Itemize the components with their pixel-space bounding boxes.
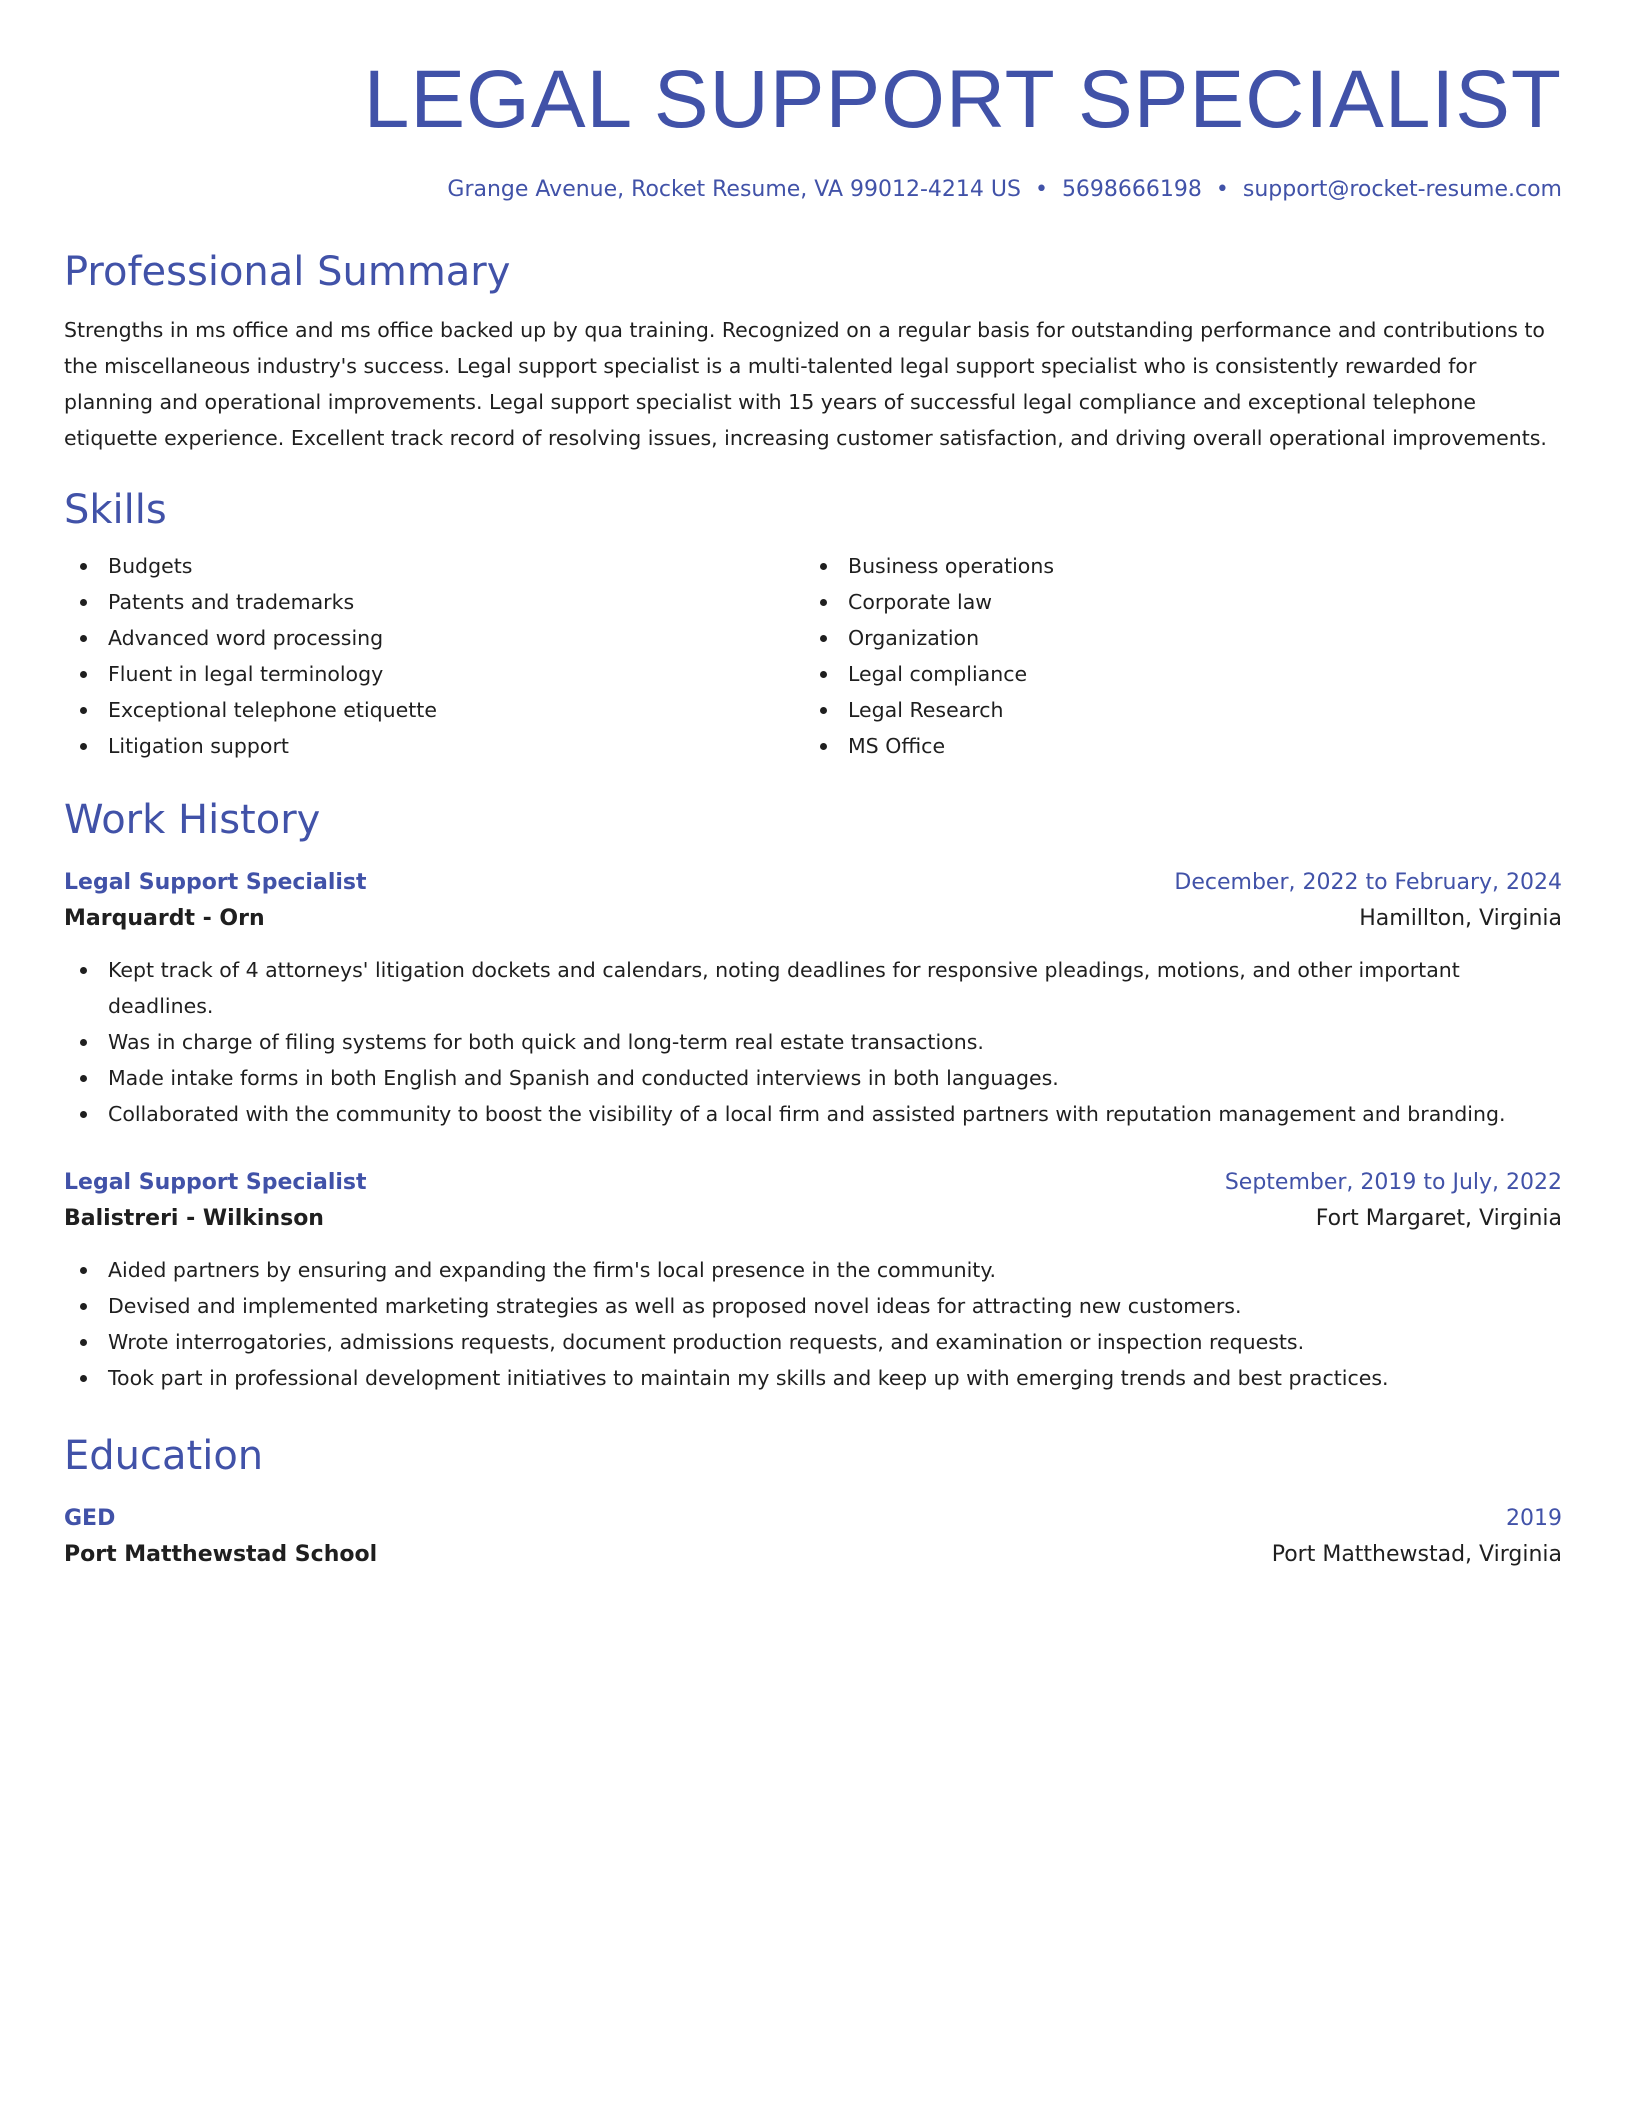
job-company-row <box>64 1200 1562 1238</box>
job-header-row <box>64 1166 1562 1200</box>
job-bullet: Wrote interrogatories, admissions requests, document production requests, and examination or inspection requests. <box>64 1324 1562 1360</box>
skills-list-left <box>64 548 804 764</box>
work-history-title: Work History <box>64 797 321 843</box>
job-dates: September, 2019 to July, 2022 <box>1224 1170 1562 1195</box>
contact-phone: 5698666198 <box>1061 177 1202 202</box>
education-year: 2019 <box>1506 1506 1562 1531</box>
education-location: Port Matthewstad, Virginia <box>1271 1542 1562 1567</box>
job-bullet: Devised and implemented marketing strategies as well as proposed novel ideas for attracting new customers. <box>64 1288 1562 1324</box>
job-company: Marquardt - Orn <box>64 906 265 931</box>
skill-item: Fluent in legal terminology <box>64 656 804 692</box>
skill-item: Legal compliance <box>804 656 1544 692</box>
education-section <box>64 1430 1562 1574</box>
resume-name: LEGAL SUPPORT SPECIALIST <box>363 54 1562 145</box>
skill-item: Litigation support <box>64 728 804 764</box>
education-title: Education <box>64 1433 264 1479</box>
job-location: Fort Margaret, Virginia <box>1315 1206 1562 1231</box>
job-bullets <box>64 952 1562 1132</box>
job-role: Legal Support Specialist <box>64 1170 367 1195</box>
skills-grid <box>64 548 1562 764</box>
summary-text: Strengths in ms office and ms office backed up by qua training. Recognized on a regular basis for outstanding performance and contributions to the miscellaneous industry's success. Legal support specialist is a multi-talented legal support specialist who is consistently rewarded for planning and operational improvements. Legal support specialist with 15 years of successful legal compliance and exceptional telephone etiquette experience. Excellent track record of resolving issues, increasing customer satisfaction, and driving overall operational improvements. <box>64 318 1547 450</box>
work-history-section <box>64 794 1562 1396</box>
education-header-row <box>64 1502 1562 1536</box>
skill-item: Advanced word processing <box>64 620 804 656</box>
skill-item: Organization <box>804 620 1544 656</box>
contact-separator: • <box>1034 177 1048 202</box>
contact-separator: • <box>1215 177 1229 202</box>
job-bullet: Made intake forms in both English and Spanish and conducted interviews in both languages. <box>64 1060 1562 1096</box>
summary-section <box>64 246 1562 456</box>
job-location: Hamillton, Virginia <box>1359 906 1562 931</box>
job-bullets <box>64 1252 1562 1396</box>
summary-title: Professional Summary <box>64 249 511 295</box>
job-bullet: Took part in professional development initiatives to maintain my skills and keep up with emerging trends and best practices. <box>64 1360 1562 1396</box>
job-company-row <box>64 900 1562 938</box>
job-company: Balistreri - Wilkinson <box>64 1206 324 1231</box>
job-bullet: Collaborated with the community to boost the visibility of a local firm and assisted partners with reputation management and branding. <box>64 1096 1562 1132</box>
job-dates: December, 2022 to February, 2024 <box>1174 870 1562 895</box>
contact-email: support@rocket-resume.com <box>1242 177 1562 202</box>
contact-address: Grange Avenue, Rocket Resume, VA 99012-4214 US <box>447 177 1021 202</box>
skill-item: Patents and trademarks <box>64 584 804 620</box>
skills-section <box>64 484 1562 764</box>
education-school-row <box>64 1536 1562 1574</box>
education-school: Port Matthewstad School <box>64 1542 378 1567</box>
skills-title: Skills <box>64 487 167 533</box>
skill-item: Budgets <box>64 548 804 584</box>
job-entry <box>64 866 1562 1132</box>
skill-item: Exceptional telephone etiquette <box>64 692 804 728</box>
skill-item: Legal Research <box>804 692 1544 728</box>
job-bullet: Was in charge of filing systems for both quick and long-term real estate transactions. <box>64 1024 1562 1060</box>
skill-item: MS Office <box>804 728 1544 764</box>
education-degree: GED <box>64 1506 116 1531</box>
education-entry <box>64 1502 1562 1574</box>
job-entry <box>64 1166 1562 1396</box>
skills-list-right <box>804 548 1544 764</box>
skill-item: Corporate law <box>804 584 1544 620</box>
skill-item: Business operations <box>804 548 1544 584</box>
job-bullet: Aided partners by ensuring and expanding the firm's local presence in the community. <box>64 1252 1562 1288</box>
job-header-row <box>64 866 1562 900</box>
contact-line <box>64 174 1562 206</box>
job-role: Legal Support Specialist <box>64 870 367 895</box>
job-bullet: Kept track of 4 attorneys' litigation dockets and calendars, noting deadlines for responsive pleadings, motions, and other important deadlines. <box>64 952 1562 1024</box>
resume-page <box>64 52 1562 1574</box>
